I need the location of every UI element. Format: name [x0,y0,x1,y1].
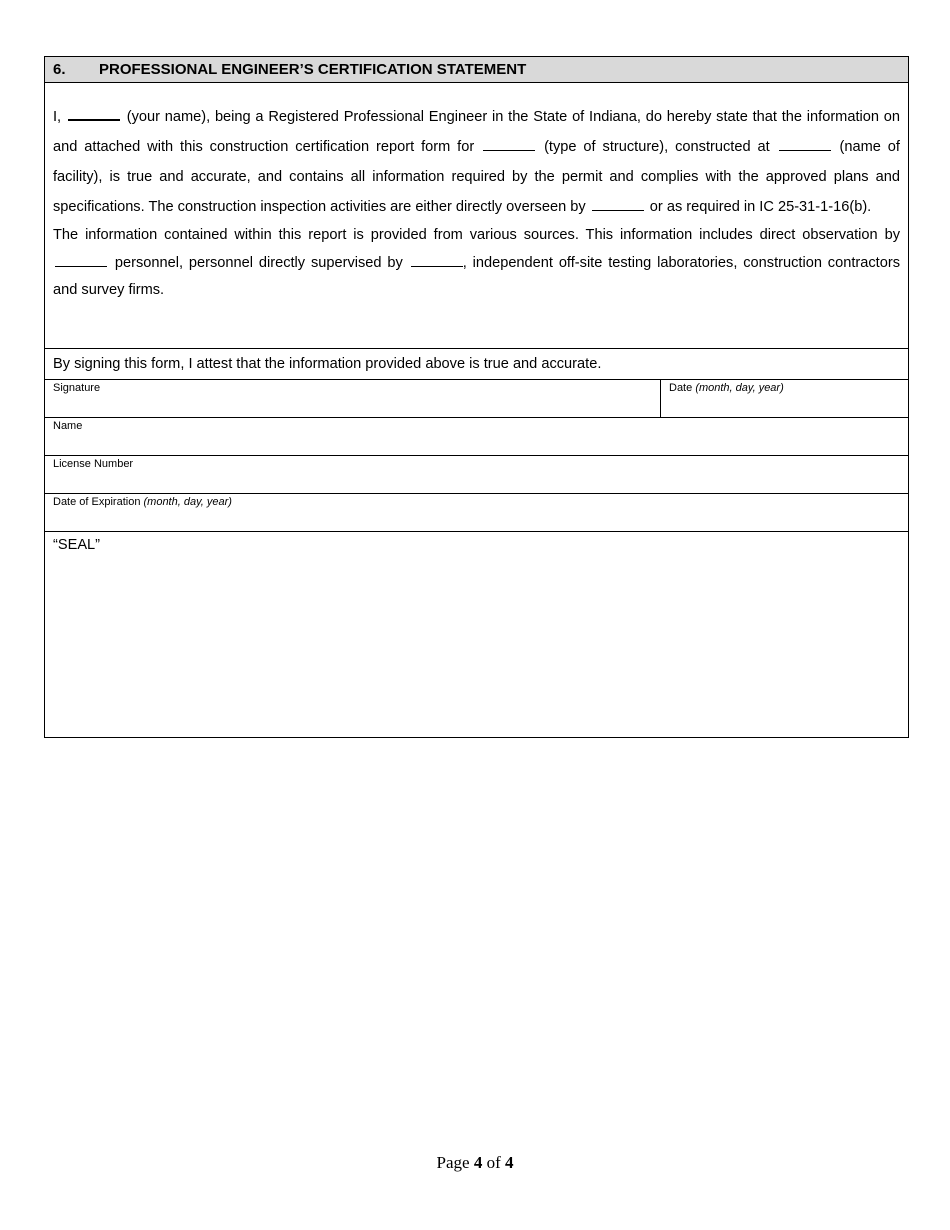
statement-text: I, [53,109,62,125]
observation-personnel-blank[interactable] [55,252,107,267]
expiration-date-field[interactable] [45,494,908,531]
seal-label: “SEAL” [53,537,101,553]
statement-text: The information contained within this report is provided from various sources. This information includes direct observation by [53,227,900,243]
supervisor-blank[interactable] [411,252,463,267]
expiration-hint: (month, day, year) [143,496,232,508]
of-word: of [486,1153,501,1172]
total-pages: 4 [504,1153,514,1172]
expiration-row [45,494,908,532]
page-word: Page [436,1153,470,1172]
certification-form [44,56,909,738]
statement-text: (your name), being a Registered Professional Engineer in the State of Indiana, do hereby state that the information on and attached with this construction certification report form for [53,109,901,155]
name-field[interactable] [45,418,908,455]
date-field[interactable] [661,380,908,417]
statement-text: , independent off-site testing laboratories, construction contractors and survey firms. [53,254,900,298]
statement-text: or as required in IC 25-31-1-16(b). [649,199,872,215]
name-label: Name [53,420,83,432]
facility-name-blank[interactable] [779,136,831,151]
section-header [45,57,908,83]
signature-row [45,380,908,418]
license-row [45,456,908,494]
statement-paragraph-1 [53,102,900,222]
overseer-blank[interactable] [592,196,644,211]
date-hint: (month, day, year) [695,382,784,394]
date-label: Date [669,382,693,394]
license-number-field[interactable] [45,456,908,493]
engineer-name-blank[interactable] [68,105,120,121]
current-page: 4 [473,1153,483,1172]
structure-type-blank[interactable] [483,136,535,151]
license-number-label: License Number [53,458,134,470]
statement-text: personnel, personnel directly supervised by [114,254,403,271]
statement-paragraph-2 [53,222,900,305]
signature-label: Signature [53,382,101,394]
statement-text: (name of facility), is true and accurate, and contains all information required by the permit and complies with the approved plans and specifications. The construction inspection activities are either directly overseen by [53,139,900,215]
statement-text: (type of structure), constructed at [544,139,770,155]
name-row [45,418,908,456]
expiration-label: Date of Expiration [53,496,141,508]
section-number: 6. [53,61,66,78]
page-footer [0,1153,950,1173]
seal-area[interactable] [45,532,908,737]
signature-field[interactable] [45,380,661,417]
section-title: PROFESSIONAL ENGINEER’S CERTIFICATION STATEMENT [99,61,527,78]
attestation-text: By signing this form, I attest that the information provided above is true and accurate. [45,349,908,380]
certification-statement [45,83,908,349]
